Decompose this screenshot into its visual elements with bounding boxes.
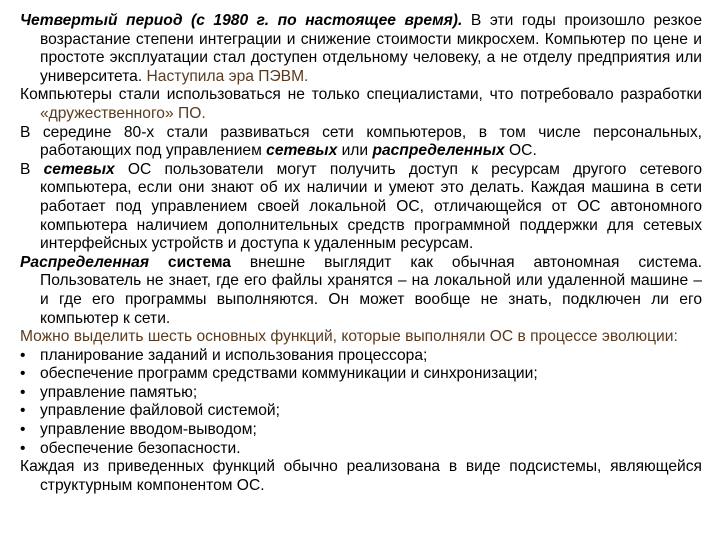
networks-end: ОС. [504, 142, 537, 160]
paragraph-fourth-period [20, 12, 702, 86]
paragraph-six-functions [20, 328, 702, 347]
paragraph-distributed-system [20, 254, 702, 328]
term-distributed-word: Распределенная [20, 253, 150, 271]
network-os-lead: В [20, 160, 44, 178]
list-item [20, 402, 702, 421]
six-functions-text: Можно выделить шесть основных функций, которые выполняли ОС в процессе эволюции: [20, 328, 678, 346]
networks-conjunction: или [337, 142, 373, 160]
slide-text-body [20, 12, 702, 495]
fourth-period-heading: Четвертый период (с 1980 г. по настоящее время). [20, 12, 463, 29]
networks-text: В середине 80-х стали развиваться сети компьютеров, в том числе персональных, работающих под управлением [20, 123, 702, 160]
paragraph-network-os [20, 161, 702, 254]
friendly-software-highlight: «дружественного» ПО. [40, 104, 206, 122]
list-item-text: обеспечение безопасности. [40, 439, 241, 457]
bullet-icon: • [20, 365, 26, 383]
users-text: Компьютеры стали использоваться не только специалистами, что потребовало разработки [20, 86, 702, 104]
list-item-text: планирование заданий и использования процессора; [40, 346, 428, 364]
paragraph-users [20, 86, 702, 123]
paragraph-subsystems [20, 458, 702, 495]
paragraph-networks [20, 124, 702, 161]
bullet-icon: • [20, 383, 26, 401]
network-os-text: пользователи могут получить доступ к ресурсам другого сетевого компьютера, если они знают об их наличии и умеют это делать. Каждая машина в сети работает под управлением своей локальной ОС, отличающейся от ОС автономного компьютера наличием дополнительных средств программной поддержки для сетевых интерфейсных устройств и доступа к удаленным ресурсам. [40, 160, 703, 253]
bullet-icon: • [20, 402, 26, 420]
list-item [20, 384, 702, 403]
term-system-word: система [167, 253, 231, 271]
bullet-icon: • [20, 346, 26, 364]
distributed-space [149, 254, 168, 271]
list-item-text: управление вводом-выводом; [40, 421, 257, 439]
term-network-os: сетевых [43, 160, 115, 178]
list-item-text: управление памятью; [40, 383, 198, 401]
fourth-period-text: В эти годы произошло резкое возрастание степени интеграции и снижение стоимости микросхем. Компьютер по цене и простоте эксплуатации стал доступен отдельному человеку, а не отделу предприятия или университета. [40, 12, 702, 85]
functions-list [20, 347, 702, 459]
network-os-suffix: ОС [114, 160, 152, 178]
list-item [20, 365, 702, 384]
list-item [20, 421, 702, 440]
list-item-text: управление файловой системой; [40, 402, 280, 420]
distributed-system-text: внешне выглядит как обычная автономная система. Пользователь не знает, где его файлы хранятся – на локальной или удаленной машине – и где его программы выполняются. Он может вообще не знать, подключен ли его компьютер к сети. [40, 253, 702, 327]
bullet-icon: • [20, 439, 26, 457]
list-item-text: обеспечение программ средствами коммуникации и синхронизации; [40, 365, 538, 383]
list-item [20, 440, 702, 459]
pc-era-highlight: Наступила эра ПЭВМ. [146, 67, 309, 85]
term-network: сетевых [266, 142, 338, 160]
list-item [20, 347, 702, 366]
subsystems-text: Каждая из приведенных функций обычно реализована в виде подсистемы, являющейся структурным компонентом ОС. [20, 458, 702, 494]
bullet-icon: • [20, 421, 26, 439]
term-distributed: распределенных [372, 142, 505, 160]
